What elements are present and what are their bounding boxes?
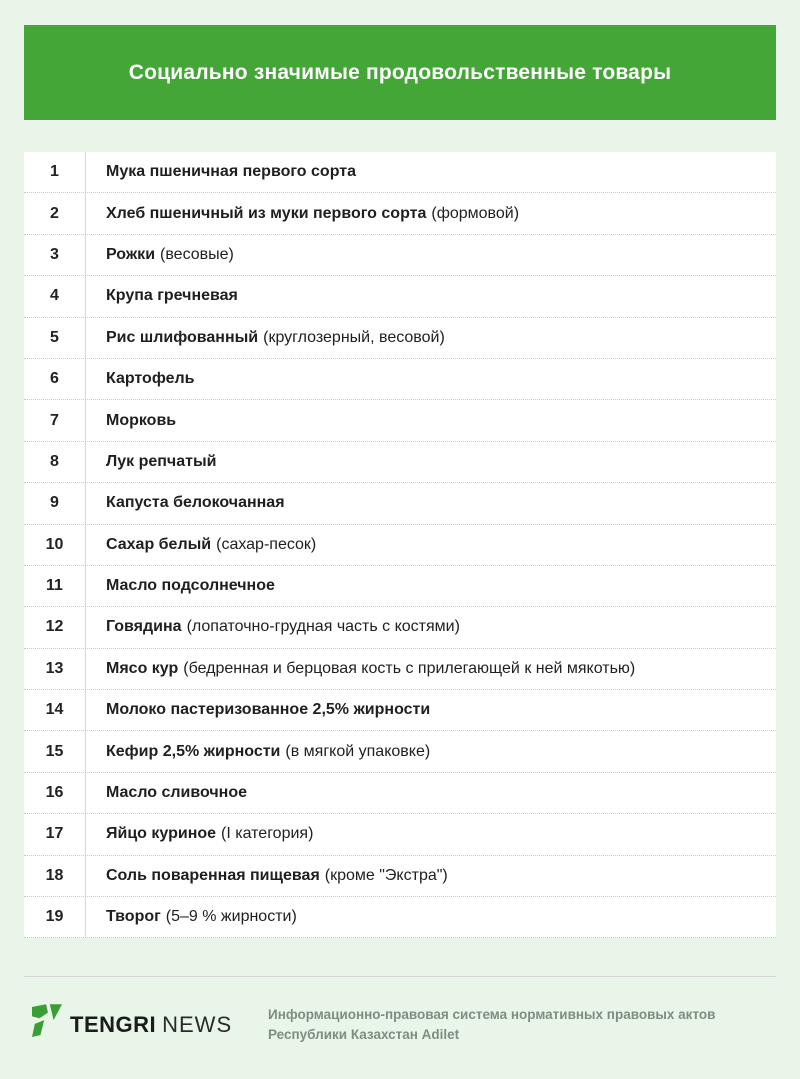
row-product bbox=[86, 246, 234, 264]
product-name: Лук репчатый bbox=[106, 452, 217, 470]
page-title: Социально значимые продовольственные товары bbox=[128, 60, 672, 84]
table-row bbox=[24, 318, 776, 359]
row-number: 16 bbox=[24, 773, 86, 813]
tengri-news-logo bbox=[32, 1003, 268, 1046]
row-product bbox=[86, 536, 316, 554]
row-product bbox=[86, 908, 297, 926]
product-name: Рис шлифованный bbox=[106, 328, 259, 346]
table-row bbox=[24, 400, 776, 441]
row-product bbox=[86, 701, 430, 719]
attribution-line-2: Республики Казахстан Adilet bbox=[268, 1026, 460, 1042]
product-name: Масло сливочное bbox=[106, 784, 248, 802]
product-name: Яйцо куриное bbox=[106, 825, 217, 843]
product-name: Рожки bbox=[106, 245, 156, 263]
row-product bbox=[86, 660, 635, 678]
product-name: Сахар белый bbox=[106, 535, 212, 553]
row-number: 11 bbox=[24, 566, 86, 606]
row-number: 15 bbox=[24, 731, 86, 771]
row-product bbox=[86, 784, 247, 802]
table-row bbox=[24, 897, 776, 938]
row-product bbox=[86, 329, 445, 347]
row-number: 12 bbox=[24, 607, 86, 647]
row-product bbox=[86, 825, 313, 843]
row-product bbox=[86, 618, 460, 636]
table-row bbox=[24, 193, 776, 234]
product-name: Молоко пастеризованное 2,5% жирности bbox=[106, 701, 431, 719]
table-row bbox=[24, 483, 776, 524]
product-name: Мясо кур bbox=[106, 659, 179, 677]
table-row bbox=[24, 442, 776, 483]
row-product bbox=[86, 494, 285, 512]
row-number: 5 bbox=[24, 318, 86, 358]
table-row bbox=[24, 276, 776, 317]
row-number: 1 bbox=[24, 152, 86, 192]
row-product bbox=[86, 743, 430, 761]
product-name: Масло подсолнечное bbox=[106, 577, 275, 595]
row-number: 2 bbox=[24, 193, 86, 233]
footer bbox=[32, 1003, 776, 1046]
row-product bbox=[86, 453, 216, 471]
row-product bbox=[86, 163, 356, 181]
row-product bbox=[86, 577, 275, 595]
row-number: 17 bbox=[24, 814, 86, 854]
row-number: 19 bbox=[24, 897, 86, 937]
product-note: (лопаточно-грудная часть с костями) bbox=[186, 618, 460, 636]
row-product bbox=[86, 412, 176, 430]
table-row bbox=[24, 649, 776, 690]
row-product bbox=[86, 205, 519, 223]
attribution-line-1: Информационно-правовая система нормативных правовых актов bbox=[268, 1006, 716, 1022]
row-number: 14 bbox=[24, 690, 86, 730]
row-product bbox=[86, 370, 195, 388]
row-number: 10 bbox=[24, 525, 86, 565]
product-note: (в мягкой упаковке) bbox=[285, 742, 431, 760]
table-row bbox=[24, 566, 776, 607]
brand-name-bold: TENGRI bbox=[70, 1011, 157, 1037]
table-row bbox=[24, 773, 776, 814]
product-note: (весовые) bbox=[160, 245, 234, 263]
footer-divider bbox=[24, 976, 776, 977]
row-number: 9 bbox=[24, 483, 86, 523]
tengri-flag-icon bbox=[32, 1003, 62, 1046]
table-row bbox=[24, 814, 776, 855]
product-note: (бедренная и берцовая кость с прилегающей к ней мякотью) bbox=[183, 659, 636, 677]
product-name: Говядина bbox=[106, 618, 182, 636]
table-row bbox=[24, 731, 776, 772]
product-note: (круглозерный, весовой) bbox=[263, 328, 445, 346]
table-row bbox=[24, 856, 776, 897]
source-attribution bbox=[268, 1005, 715, 1045]
table-row bbox=[24, 690, 776, 731]
row-number: 4 bbox=[24, 276, 86, 316]
products-table bbox=[24, 152, 776, 938]
table-row bbox=[24, 152, 776, 193]
product-name: Хлеб пшеничный из муки первого сорта bbox=[106, 204, 427, 222]
product-name: Соль поваренная пищевая bbox=[106, 866, 320, 884]
table-row bbox=[24, 235, 776, 276]
product-name: Творог bbox=[106, 908, 161, 926]
row-number: 6 bbox=[24, 359, 86, 399]
row-number: 8 bbox=[24, 442, 86, 482]
product-note: (I категория) bbox=[221, 825, 314, 843]
product-name: Капуста белокочанная bbox=[106, 494, 285, 512]
product-note: (формовой) bbox=[431, 204, 520, 222]
product-name: Мука пшеничная первого сорта bbox=[106, 163, 356, 181]
brand-name-light: NEWS bbox=[162, 1011, 233, 1037]
row-product bbox=[86, 867, 448, 885]
product-name: Крупа гречневая bbox=[106, 287, 238, 305]
product-note: (5–9 % жирности) bbox=[165, 908, 297, 926]
table-row bbox=[24, 359, 776, 400]
table-row bbox=[24, 607, 776, 648]
header-banner bbox=[24, 25, 776, 120]
row-number: 13 bbox=[24, 649, 86, 689]
row-number: 3 bbox=[24, 235, 86, 275]
product-note: (сахар-песок) bbox=[216, 535, 317, 553]
product-name: Морковь bbox=[106, 411, 177, 429]
table-row bbox=[24, 525, 776, 566]
row-number: 18 bbox=[24, 856, 86, 896]
product-name: Кефир 2,5% жирности bbox=[106, 742, 281, 760]
row-number: 7 bbox=[24, 400, 86, 440]
row-product bbox=[86, 287, 238, 305]
product-name: Картофель bbox=[106, 370, 195, 388]
product-note: (кроме "Экстра") bbox=[324, 866, 448, 884]
